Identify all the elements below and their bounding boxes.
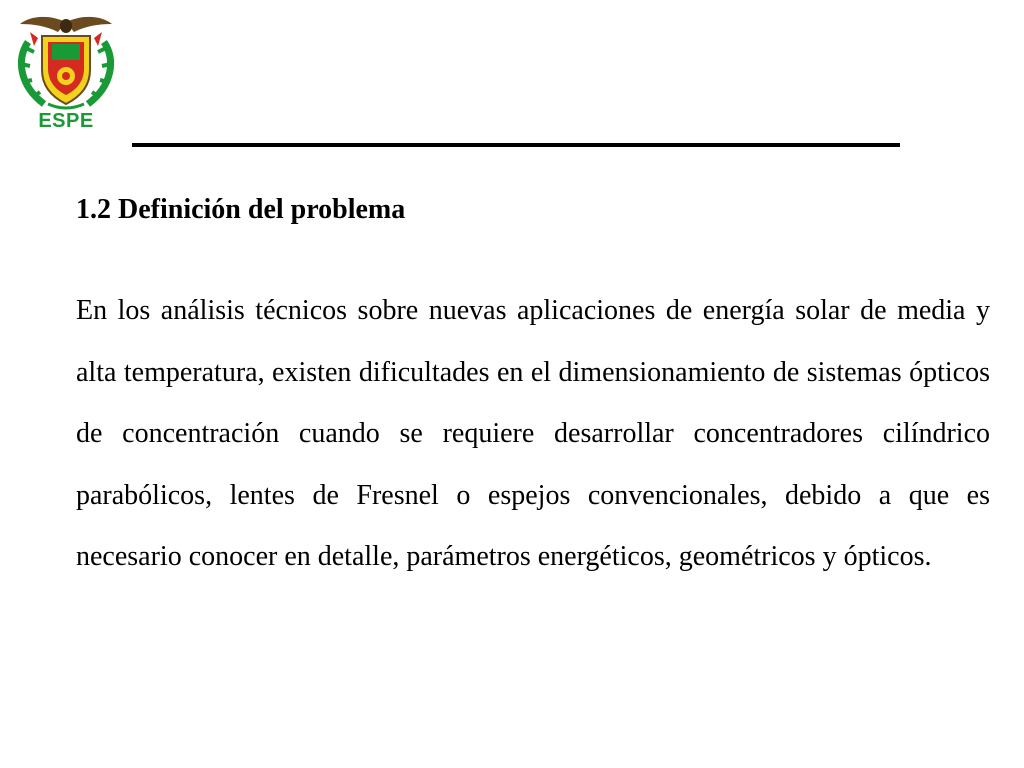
- header-divider: [132, 143, 900, 147]
- logo-label: ESPE: [38, 110, 94, 132]
- section-heading: 1.2 Definición del problema: [76, 194, 406, 225]
- espe-logo: [8, 12, 124, 136]
- section-paragraph: En los análisis técnicos sobre nuevas aplicaciones de energía solar de media y alta temperatura, existen dificultades en el dimensionamiento de sistemas ópticos de concentración cuando se requiere desarrollar concentradores cilíndrico parabólicos, lentes de Fresnel o espejos convencionales, debido a que es necesario conocer en detalle, parámetros energéticos, geométricos y ópticos.: [76, 295, 990, 572]
- espe-crest-icon: [8, 12, 124, 112]
